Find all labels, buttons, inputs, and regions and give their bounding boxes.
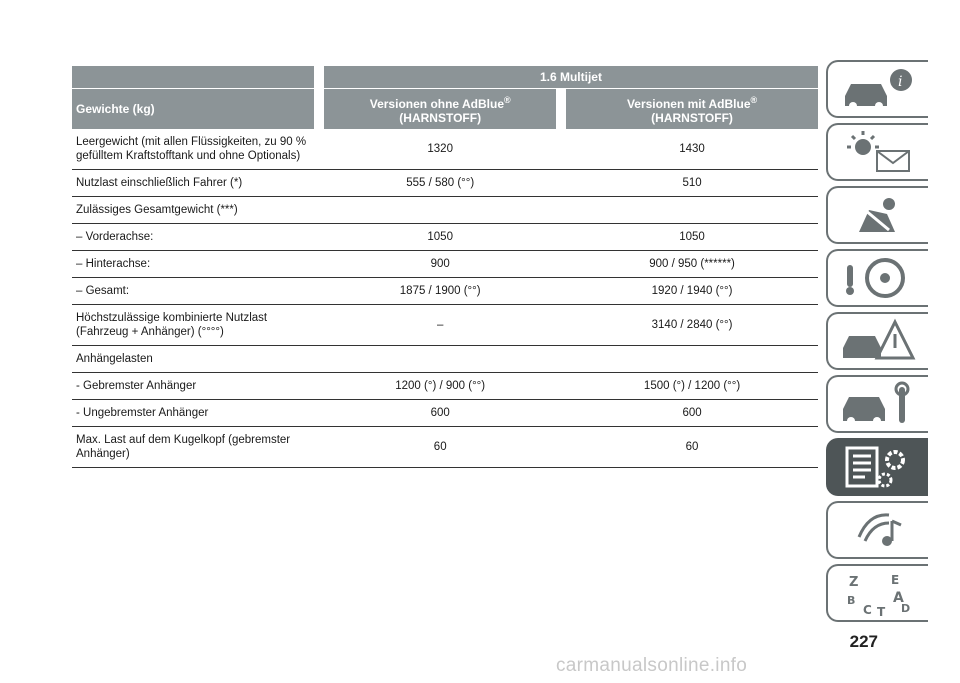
value-with-adblue: 1050 — [566, 224, 818, 251]
maintenance-icon — [839, 381, 917, 427]
value-with-adblue: 1430 — [566, 129, 818, 170]
value-without-adblue: 1320 — [324, 129, 557, 170]
table-row — [72, 129, 818, 170]
value-with-adblue: 60 — [566, 427, 818, 468]
row-label: Anhängelasten — [72, 346, 314, 373]
value-without-adblue: 600 — [324, 400, 557, 427]
table-row — [72, 251, 818, 278]
header-engine: 1.6 Multijet — [324, 66, 818, 89]
safety-airbag-icon — [839, 192, 917, 238]
svg-text:D: D — [901, 602, 911, 615]
table-row — [72, 197, 818, 224]
value-without-adblue: 900 — [324, 251, 557, 278]
tab-technical-data[interactable] — [826, 438, 928, 496]
value-without-adblue: – — [324, 305, 557, 346]
svg-text:Z: Z — [849, 575, 859, 590]
steering-wheel-icon — [839, 255, 917, 301]
table-row — [72, 170, 818, 197]
svg-text:T: T — [877, 605, 886, 616]
table-row — [72, 427, 818, 468]
table-row — [72, 278, 818, 305]
row-label: - Ungebremster Anhänger — [72, 400, 314, 427]
value-with-adblue — [566, 197, 818, 224]
table-row — [72, 346, 818, 373]
table-row — [72, 224, 818, 251]
row-label: Leergewicht (mit allen Flüssigkeiten, zu 90 % gefülltem Kraftstofftank und ohne Optionals) — [72, 129, 314, 170]
table-row — [72, 373, 818, 400]
table-row — [72, 305, 818, 346]
row-label: Nutzlast einschließlich Fahrer (*) — [72, 170, 314, 197]
value-with-adblue: 3140 / 2840 (°°) — [566, 305, 818, 346]
tab-warning-lights[interactable] — [826, 123, 928, 181]
value-with-adblue — [566, 346, 818, 373]
technical-data-icon — [839, 444, 917, 490]
table-row — [72, 400, 818, 427]
alphabetical-index-icon — [839, 570, 917, 616]
svg-text:B: B — [847, 594, 856, 607]
value-with-adblue: 1500 (°) / 1200 (°°) — [566, 373, 818, 400]
watermark: carmanualsonline.info — [556, 655, 748, 676]
value-without-adblue: 555 / 580 (°°) — [324, 170, 557, 197]
tab-starting-driving[interactable] — [826, 249, 928, 307]
value-without-adblue: 1050 — [324, 224, 557, 251]
row-label: – Hinterachse: — [72, 251, 314, 278]
tab-multimedia[interactable] — [826, 501, 928, 559]
emergency-icon — [839, 318, 917, 364]
tab-emergency[interactable] — [826, 312, 928, 370]
header-weights: Gewichte (kg) — [72, 89, 314, 130]
row-label: – Gesamt: — [72, 278, 314, 305]
svg-text:C: C — [863, 603, 872, 616]
tab-index[interactable] — [826, 564, 928, 622]
svg-text:E: E — [891, 573, 900, 587]
value-without-adblue: 60 — [324, 427, 557, 468]
header-blank — [72, 66, 314, 89]
value-with-adblue: 1920 / 1940 (°°) — [566, 278, 818, 305]
chapter-tabs — [826, 60, 928, 627]
value-with-adblue: 600 — [566, 400, 818, 427]
multimedia-icon — [839, 507, 917, 553]
warning-lights-icon — [839, 129, 917, 175]
row-label: - Gebremster Anhänger — [72, 373, 314, 400]
header-with-adblue: Versionen mit AdBlue® (HARNSTOFF) — [566, 89, 818, 130]
tab-maintenance[interactable] — [826, 375, 928, 433]
value-without-adblue: 1875 / 1900 (°°) — [324, 278, 557, 305]
car-info-icon — [839, 66, 917, 112]
value-without-adblue: 1200 (°) / 900 (°°) — [324, 373, 557, 400]
row-label: Zulässiges Gesamtgewicht (***) — [72, 197, 314, 224]
value-without-adblue — [324, 346, 557, 373]
technical-data-table — [72, 66, 818, 468]
header-without-adblue: Versionen ohne AdBlue® (HARNSTOFF) — [324, 89, 557, 130]
row-label: Max. Last auf dem Kugelkopf (gebremster Anhänger) — [72, 427, 314, 468]
row-label: – Vorderachse: — [72, 224, 314, 251]
row-label: Höchstzulässige kombinierte Nutzlast (Fahrzeug + Anhänger) (°°°°) — [72, 305, 314, 346]
svg-text:i: i — [898, 74, 903, 90]
value-with-adblue: 900 / 950 (******) — [566, 251, 818, 278]
value-with-adblue: 510 — [566, 170, 818, 197]
tab-car-info[interactable] — [826, 60, 928, 118]
value-without-adblue — [324, 197, 557, 224]
page-number: 227 — [849, 632, 878, 651]
svg-text:A: A — [893, 590, 904, 606]
tab-safety[interactable] — [826, 186, 928, 244]
